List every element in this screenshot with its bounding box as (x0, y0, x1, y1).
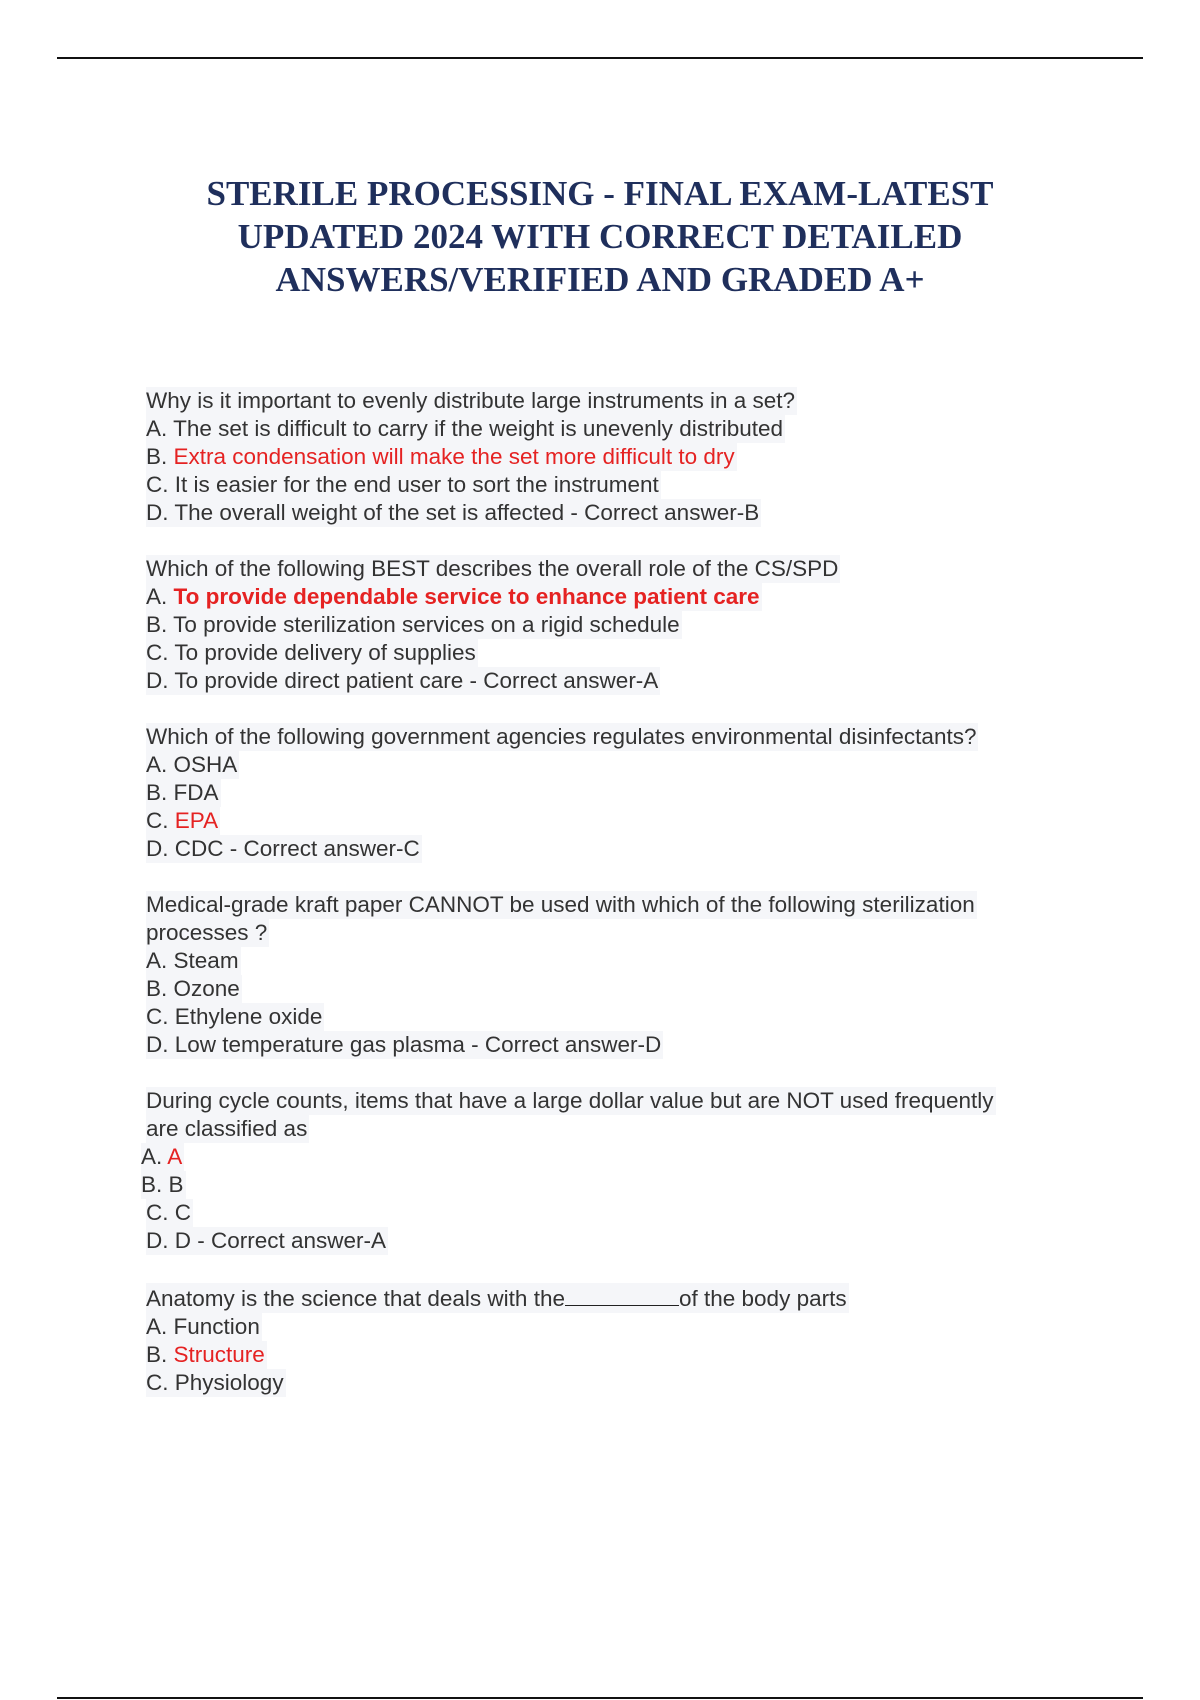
option-letter: A. (141, 1144, 163, 1169)
option-text: Ozone (173, 976, 240, 1001)
option-text: To provide delivery of supplies (174, 640, 476, 665)
question-block-2 (146, 555, 1086, 695)
title-line-2: UPDATED 2024 WITH CORRECT DETAILED (237, 217, 963, 256)
option-a (146, 751, 239, 779)
question-text (146, 1283, 849, 1313)
option-d (146, 1031, 663, 1059)
option-text: CDC - Correct answer-C (174, 836, 420, 861)
option-letter: C. (146, 808, 169, 833)
option-letter: C. (146, 1200, 169, 1225)
option-text: C (174, 1200, 192, 1225)
question-text-line-1: During cycle counts, items that have a large dollar value but are NOT used frequently (146, 1088, 994, 1113)
correct-option-text: A (167, 1144, 183, 1169)
option-text: Steam (173, 948, 239, 973)
question-block-6 (146, 1283, 1086, 1397)
question-text-before-blank: Anatomy is the science that deals with the (146, 1286, 565, 1311)
question-text-after-blank: of the body parts (678, 1286, 847, 1311)
correct-option-text: Extra condensation will make the set more difficult to dry (173, 444, 735, 469)
option-b (146, 975, 242, 1003)
option-text: Physiology (174, 1370, 284, 1395)
option-letter: C. (146, 640, 169, 665)
option-letter: D. (146, 668, 169, 693)
option-letter: C. (146, 1370, 169, 1395)
option-letter: D. (146, 1228, 169, 1253)
correct-option-text: EPA (174, 808, 219, 833)
option-letter: D. (146, 500, 169, 525)
option-c (146, 1199, 193, 1227)
option-c (146, 1003, 324, 1031)
option-a (146, 583, 762, 611)
option-letter: B. (146, 612, 168, 637)
option-c (146, 1369, 286, 1397)
option-text: It is easier for the end user to sort the instrument (174, 472, 659, 497)
option-letter: B. (146, 444, 168, 469)
top-rule (57, 57, 1143, 59)
option-c (146, 471, 661, 499)
option-letter: B. (146, 1342, 168, 1367)
fill-in-blank (565, 1283, 679, 1306)
option-c (146, 639, 478, 667)
option-d (146, 1227, 388, 1255)
question-block-5 (141, 1087, 1086, 1255)
option-letter: D. (146, 1032, 169, 1057)
option-b (141, 1171, 186, 1199)
option-text: The set is difficult to carry if the weight is unevenly distributed (173, 416, 783, 441)
title-line-3: ANSWERS/VERIFIED AND GRADED A+ (275, 260, 925, 299)
option-letter: B. (146, 780, 168, 805)
document-title (150, 172, 1050, 301)
option-letter: A. (146, 1314, 168, 1339)
option-a (146, 947, 241, 975)
question-text: Which of the following government agencies regulates environmental disinfectants? (146, 724, 977, 749)
correct-option-text: To provide dependable service to enhance patient care (173, 584, 760, 609)
question-list (141, 387, 1086, 1425)
option-text: D - Correct answer-A (174, 1228, 387, 1253)
option-text: The overall weight of the set is affected - Correct answer-B (174, 500, 760, 525)
option-b (146, 443, 737, 471)
option-text: Ethylene oxide (174, 1004, 323, 1029)
option-text: Function (173, 1314, 260, 1339)
question-text: Which of the following BEST describes the overall role of the CS/SPD (146, 556, 839, 581)
option-d (146, 835, 422, 863)
option-a (146, 1313, 262, 1341)
question-text-line-2: processes ? (146, 920, 268, 945)
option-letter: B. (141, 1172, 163, 1197)
title-line-1: STERILE PROCESSING - FINAL EXAM-LATEST (206, 174, 994, 213)
option-letter: B. (146, 976, 168, 1001)
option-text: Low temperature gas plasma - Correct answer-D (174, 1032, 662, 1057)
option-letter: C. (146, 1004, 169, 1029)
option-letter: A. (146, 752, 168, 777)
option-a (146, 415, 785, 443)
option-c (146, 807, 220, 835)
option-text: OSHA (173, 752, 238, 777)
option-letter: D. (146, 836, 169, 861)
option-letter: A. (146, 948, 168, 973)
option-letter: A. (146, 416, 168, 441)
bottom-rule (57, 1697, 1143, 1699)
question-text: Why is it important to evenly distribute large instruments in a set? (146, 388, 796, 413)
option-text: To provide direct patient care - Correct answer-A (174, 668, 659, 693)
option-d (146, 667, 660, 695)
option-text: FDA (173, 780, 219, 805)
question-text-line-1: Medical-grade kraft paper CANNOT be used with which of the following sterilization (146, 892, 975, 917)
question-block-3 (146, 723, 1086, 863)
option-a (141, 1143, 184, 1171)
correct-option-text: Structure (173, 1342, 265, 1367)
option-b (146, 1341, 267, 1369)
question-block-4 (146, 891, 1086, 1059)
option-d (146, 499, 761, 527)
question-block-1 (146, 387, 1086, 527)
option-text: B (168, 1172, 184, 1197)
option-letter: A. (146, 584, 168, 609)
option-text: To provide sterilization services on a rigid schedule (173, 612, 680, 637)
option-b (146, 611, 682, 639)
option-letter: C. (146, 472, 169, 497)
question-text-line-2: are classified as (146, 1116, 308, 1141)
option-b (146, 779, 221, 807)
